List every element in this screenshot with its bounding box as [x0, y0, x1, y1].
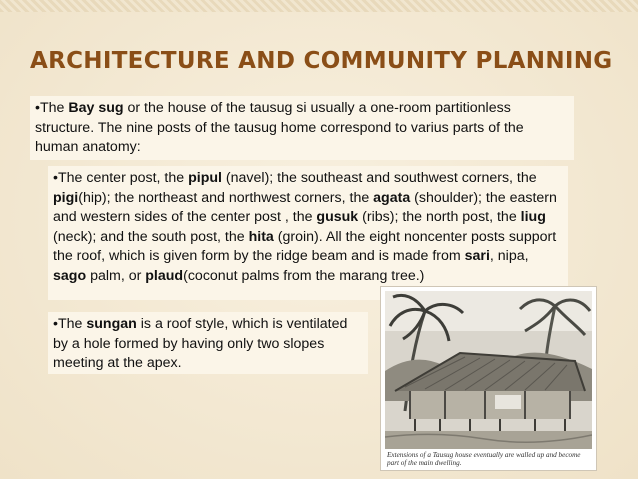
text-run: (neck); and the south post, the	[53, 228, 249, 245]
term-pigi: pigi	[53, 189, 79, 206]
paragraph-posts-anatomy	[48, 166, 568, 300]
decorative-top-band	[0, 0, 638, 12]
text-run: (ribs); the north post, the	[358, 209, 521, 225]
paragraph-sungan	[48, 312, 368, 374]
paragraph-bay-sug	[30, 96, 574, 160]
house-photo-illustration	[385, 291, 592, 449]
text-run: (hip); the northeast and northwest corners, the	[78, 189, 374, 206]
text-run: is a roof style, which is ventilated by a hole formed by having only two slopes meeting at the apex.	[53, 316, 348, 371]
text-run: or the house of the tausug si usually a one-room partitionless structure. The nine posts of the tausug home correspond to varius parts of the human anatomy:	[35, 100, 524, 155]
term-agata: agata	[373, 189, 411, 206]
text-run: , nipa,	[489, 248, 529, 264]
text-run: •The	[53, 316, 87, 332]
slide-title: ARCHITECTURE AND COMMUNITY PLANNING	[30, 48, 613, 74]
text-run: (coconut palms from the marang tree.)	[183, 267, 425, 284]
term-pipul: pipul	[188, 170, 222, 186]
text-run: palm, or	[86, 267, 146, 284]
term-hita: hita	[248, 228, 274, 245]
text-run: •The center post, the	[53, 170, 189, 186]
term-plaud: plaud	[145, 267, 184, 284]
term-liug: liug	[520, 209, 546, 225]
term-sari: sari	[464, 248, 490, 264]
text-run: •The	[35, 100, 69, 116]
term-gusuk: gusuk	[316, 209, 359, 225]
text-run: (shoulder); the eastern and western sides of the center post , the	[53, 189, 557, 225]
text-run: (groin). All the eight noncenter posts support the roof, which is given form by the ridge beam and is made from	[53, 228, 557, 264]
term-bay-sug: Bay sug	[68, 100, 124, 116]
term-sago: sago	[53, 267, 87, 284]
text-run: (navel); the southeast and southwest corners, the	[221, 170, 537, 186]
tausug-house-photo	[380, 286, 597, 471]
photo-caption: Extensions of a Tausug house eventually are walled up and become part of the main dwelling.	[387, 451, 592, 468]
term-sungan: sungan	[86, 316, 137, 332]
